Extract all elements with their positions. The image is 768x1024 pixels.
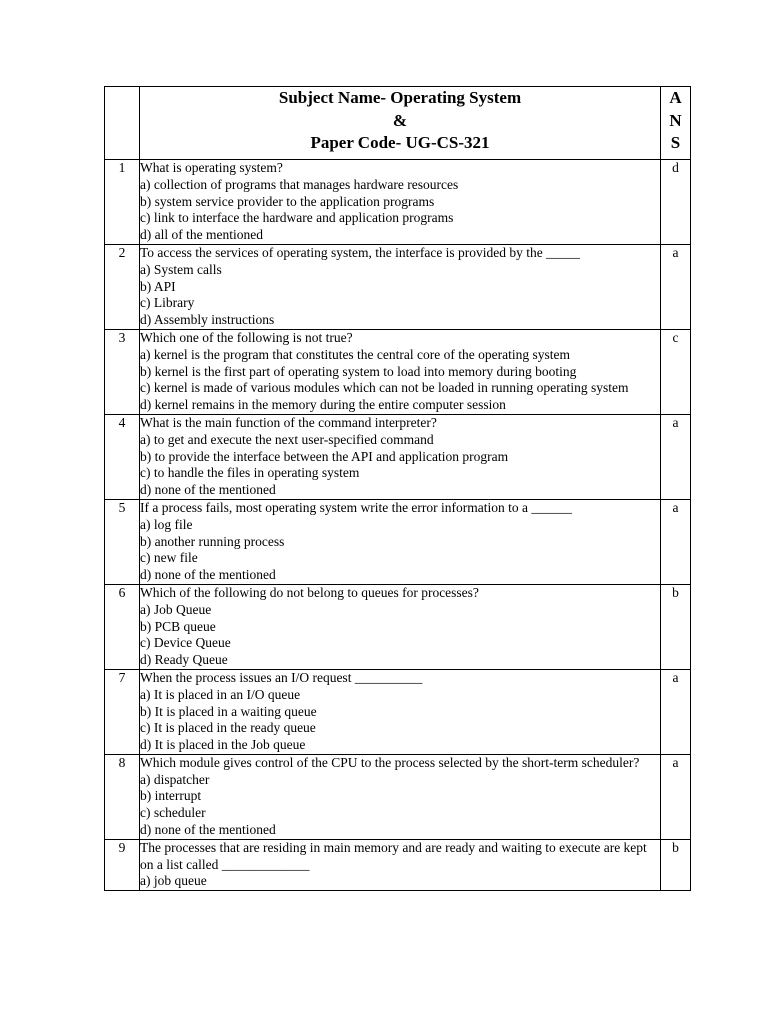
question-cell: [140, 160, 661, 245]
answer-option: a) collection of programs that manages hardware resources: [140, 176, 459, 192]
answer-option: c) kernel is made of various modules which can not be loaded in running operating system: [140, 380, 629, 396]
question-number: 8: [105, 754, 140, 839]
answer-option: d) all of the mentioned: [140, 227, 263, 243]
answer-option: c) Device Queue: [140, 635, 231, 651]
question-cell: [140, 754, 661, 839]
answer-option: d) kernel remains in the memory during the entire computer session: [140, 397, 506, 413]
table-row: [105, 160, 691, 245]
answer-option: b) PCB queue: [140, 618, 216, 634]
paper-code: Paper Code- UG-CS-321: [310, 133, 490, 152]
answer-column-header: [661, 87, 691, 160]
table-row: [105, 329, 691, 414]
answer-option: a) Job Queue: [140, 601, 212, 617]
answer-option: c) scheduler: [140, 805, 206, 821]
question-text: What is the main function of the command interpreter?: [140, 414, 437, 430]
ans-letter: N: [669, 110, 682, 130]
correct-answer: d: [661, 160, 691, 245]
question-cell: [140, 499, 661, 584]
answer-option: a) kernel is the program that constitutes the central core of the operating system: [140, 346, 570, 362]
correct-answer: c: [661, 329, 691, 414]
answer-option: d) Ready Queue: [140, 652, 228, 668]
question-number: 3: [105, 329, 140, 414]
answer-option: c) to handle the files in operating system: [140, 465, 360, 481]
answer-option: a) System calls: [140, 261, 222, 277]
answer-option: c) Library: [140, 295, 195, 311]
subject-name: Subject Name- Operating System: [278, 88, 522, 107]
question-paper: [104, 86, 690, 891]
question-text: What is operating system?: [140, 160, 283, 175]
question-text: When the process issues an I/O request __________: [140, 669, 423, 685]
table-row: [105, 669, 691, 754]
table-row: [105, 839, 691, 890]
answer-option: b) another running process: [140, 533, 285, 549]
question-number: 6: [105, 584, 140, 669]
ans-letter: A: [669, 88, 682, 107]
answer-option: b) to provide the interface between the API and application program: [140, 448, 509, 464]
correct-answer: b: [661, 839, 691, 890]
ans-letter: S: [670, 133, 681, 152]
answer-option: a) log file: [140, 516, 193, 532]
question-cell: [140, 669, 661, 754]
answer-option: c) new file: [140, 550, 198, 566]
answer-option: a) to get and execute the next user-specified command: [140, 431, 434, 447]
question-text: The processes that are residing in main memory and are ready and waiting to execute are kept on a list called _____________: [140, 839, 647, 872]
correct-answer: a: [661, 499, 691, 584]
question-cell: [140, 329, 661, 414]
question-number: 7: [105, 669, 140, 754]
table-row: [105, 414, 691, 499]
question-number: 5: [105, 499, 140, 584]
question-number: 9: [105, 839, 140, 890]
table-row: [105, 584, 691, 669]
answer-option: d) It is placed in the Job queue: [140, 737, 306, 753]
question-text: To access the services of operating system, the interface is provided by the _____: [140, 244, 580, 260]
question-number: 2: [105, 244, 140, 329]
correct-answer: a: [661, 754, 691, 839]
question-text: If a process fails, most operating system write the error information to a ______: [140, 499, 572, 515]
question-table: [104, 86, 691, 891]
answer-option: d) none of the mentioned: [140, 822, 276, 838]
correct-answer: a: [661, 669, 691, 754]
question-text: Which of the following do not belong to queues for processes?: [140, 584, 479, 600]
question-cell: [140, 244, 661, 329]
header-number-cell: [105, 87, 140, 160]
question-text: Which module gives control of the CPU to the process selected by the short-term scheduler?: [140, 754, 640, 770]
question-cell: [140, 584, 661, 669]
correct-answer: a: [661, 244, 691, 329]
correct-answer: b: [661, 584, 691, 669]
answer-option: b) kernel is the first part of operating system to load into memory during booting: [140, 363, 577, 379]
question-text: Which one of the following is not true?: [140, 329, 353, 345]
answer-option: a) It is placed in an I/O queue: [140, 686, 301, 702]
table-row: [105, 754, 691, 839]
answer-option: d) none of the mentioned: [140, 482, 276, 498]
answer-option: b) system service provider to the application programs: [140, 193, 435, 209]
paper-title: [140, 87, 661, 160]
table-header-row: [105, 87, 691, 160]
answer-option: d) none of the mentioned: [140, 567, 276, 583]
correct-answer: a: [661, 414, 691, 499]
answer-option: b) interrupt: [140, 788, 202, 804]
answer-option: a) dispatcher: [140, 771, 210, 787]
answer-option: c) It is placed in the ready queue: [140, 720, 316, 736]
answer-option: b) It is placed in a waiting queue: [140, 703, 317, 719]
answer-option: d) Assembly instructions: [140, 312, 275, 328]
question-cell: [140, 839, 661, 890]
answer-option: b) API: [140, 278, 176, 294]
table-row: [105, 499, 691, 584]
answer-option: a) job queue: [140, 873, 207, 889]
question-cell: [140, 414, 661, 499]
question-number: 4: [105, 414, 140, 499]
question-number: 1: [105, 160, 140, 245]
table-row: [105, 244, 691, 329]
answer-option: c) link to interface the hardware and application programs: [140, 210, 454, 226]
title-ampersand: &: [392, 110, 408, 130]
